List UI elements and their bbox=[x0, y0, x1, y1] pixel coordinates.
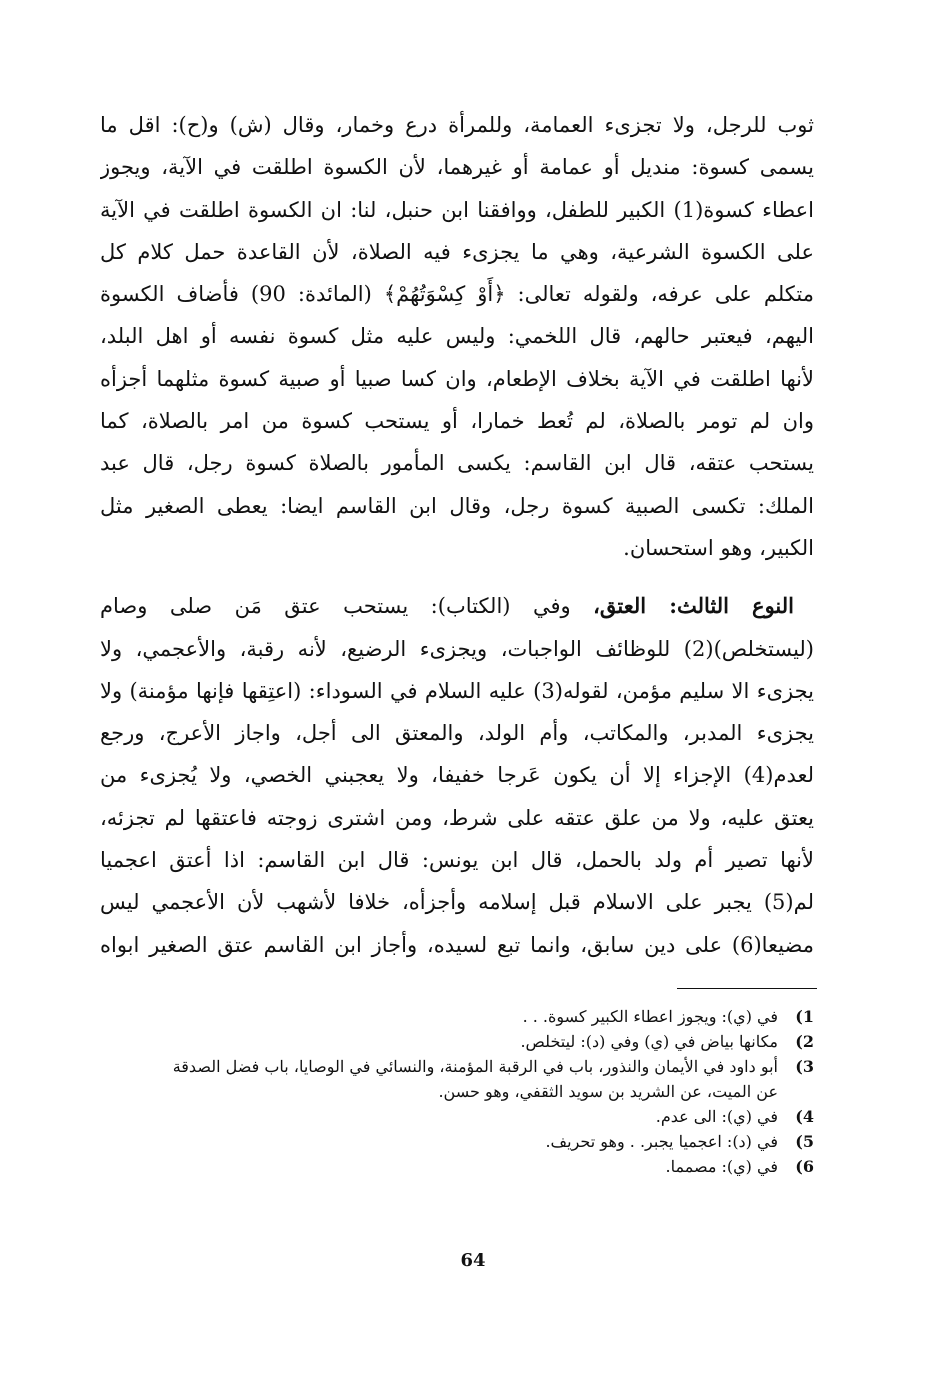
text-line: يعتق عليه، ولا من علق عتقه على شرط، ومن اشترى زوجته فاعتقها لم تجزئه، bbox=[100, 805, 814, 830]
footnote-number: 4) bbox=[795, 1107, 814, 1126]
footnote-divider bbox=[677, 988, 817, 989]
footnote-number: 6) bbox=[795, 1157, 814, 1176]
text-line: يجزىء الا سليم مؤمن، لقوله(3) عليه السلام في السوداء: (اعتِقها فإنها مؤمنة) ولا bbox=[100, 678, 814, 703]
footnote-number: 5) bbox=[795, 1132, 814, 1151]
footnote-item bbox=[100, 1029, 814, 1054]
text-line: لأنها اطلقت في الآية بخلاف الإطعام، وان كسا صبيا أو صبية كسوة مثلهما أجزأه bbox=[100, 366, 814, 391]
text-line: اعطاء كسوة(1) الكبير للطفل، ووافقنا ابن حنبل، لنا: ان الكسوة اطلقت في الآية bbox=[100, 197, 814, 222]
footnote-item bbox=[100, 1054, 814, 1079]
main-text bbox=[100, 104, 814, 966]
footnote-text: في (د): اعجميا يجبر. . وهو تحريف. bbox=[545, 1132, 778, 1151]
text-line: على الكسوة الشرعية، وهي ما يجزىء فيه الصلاة، لأن القاعدة حمل كلام كل bbox=[100, 239, 814, 264]
footnote-continuation: عن الميت، عن الشريد بن سويد الثقفي، وهو حسن. bbox=[438, 1082, 778, 1101]
text-line: لم(5) يجبر على الاسلام قبل إسلامه وأجزأه، خلافا لأشهب لأن الأعجمي ليس bbox=[100, 890, 814, 915]
paragraph-gap bbox=[100, 569, 814, 585]
footnote-text: مكانها بياض في (ي) وفي (د): ليتخلص. bbox=[520, 1032, 778, 1051]
text-line: يجزىء المدبر، والمكاتب، وأم الولد، والمعتق الى أجل، واجاز الأعرج، ورجع bbox=[100, 721, 814, 746]
text-line: ثوب للرجل، ولا تجزىء العمامة، وللمرأة درع وخمار، وقال (ش) و(ح): اقل ما bbox=[100, 113, 814, 137]
footnotes bbox=[100, 1004, 814, 1179]
text-line: (ليستخلص)(2) للوظائف الواجبات، ويجزىء الرضيع، لأنه رقبة، والأعجمي، ولا bbox=[100, 636, 814, 661]
text-line: لعدم(4) الإجزاء إلا أن يكون عَرجا خفيفا، ولا يعجبني الخصي، ولا يُجزىء من bbox=[100, 763, 814, 788]
text-line bbox=[100, 585, 814, 627]
page-number: 64 bbox=[460, 1250, 486, 1271]
footnote-item bbox=[100, 1154, 814, 1179]
text-fragment: وفي (الكتاب): يستحب عتق مَن صلى وصام bbox=[100, 594, 571, 619]
text-line: يستحب عتقه، قال ابن القاسم: يكسى المأمور بالصلاة كسوة رجل، قال عبد bbox=[100, 451, 814, 476]
text-line: الكبير، وهو استحسان. bbox=[623, 535, 814, 560]
footnote-number: 3) bbox=[795, 1057, 814, 1076]
footnote-text: في (ي): الى عدم. bbox=[655, 1107, 778, 1126]
text-line: متكلم على عرفه، ولقوله تعالى: ﴿أَوْ كِسْوَتُهُمْ﴾ (المائدة: 90) فأضاف الكسوة bbox=[100, 282, 814, 307]
footnote-text: في (ي): مصمما. bbox=[665, 1157, 778, 1176]
footnote-number: 2) bbox=[795, 1032, 814, 1051]
footnote-item bbox=[100, 1129, 814, 1154]
text-line: يسمى كسوة: منديل أو عمامة أو غيرهما، لأن الكسوة اطلقت في الآية، ويجوز bbox=[100, 155, 814, 180]
text-line: مضيعا(6) على دين سابق، وانما تبع لسيده، وأجاز ابن القاسم عتق الصغير ابواه bbox=[100, 932, 814, 957]
footnote-text: في (ي): ويجوز اعطاء الكبير كسوة. . . bbox=[522, 1007, 778, 1026]
text-line: وان لم تومر بالصلاة، لم تُعط خمارا، أو يستحب كسوة من امر بالصلاة، كما bbox=[100, 409, 814, 434]
text-line: لأنها تصير أم ولد بالحمل، قال ابن يونس: قال ابن القاسم: اذا أعتق اعجميا bbox=[100, 848, 814, 873]
footnote-item bbox=[100, 1004, 814, 1029]
text-line: اليهم، فيعتبر حالهم، قال اللخمي: وليس عليه مثل كسوة نفسه أو اهل البلد، bbox=[100, 324, 814, 349]
footnote-number: 1) bbox=[795, 1007, 814, 1026]
section-heading: النوع الثالث: العتق، bbox=[593, 593, 794, 619]
text-line: الملك: تكسى الصبية كسوة رجل، وقال ابن القاسم ايضا: يعطى الصغير مثل bbox=[100, 493, 814, 518]
footnote-item bbox=[100, 1104, 814, 1129]
footnote-text: أبو داود في الأيمان والنذور، باب في الرقبة المؤمنة، والنسائي في الوصايا، باب فضل الصدقة bbox=[172, 1057, 778, 1076]
